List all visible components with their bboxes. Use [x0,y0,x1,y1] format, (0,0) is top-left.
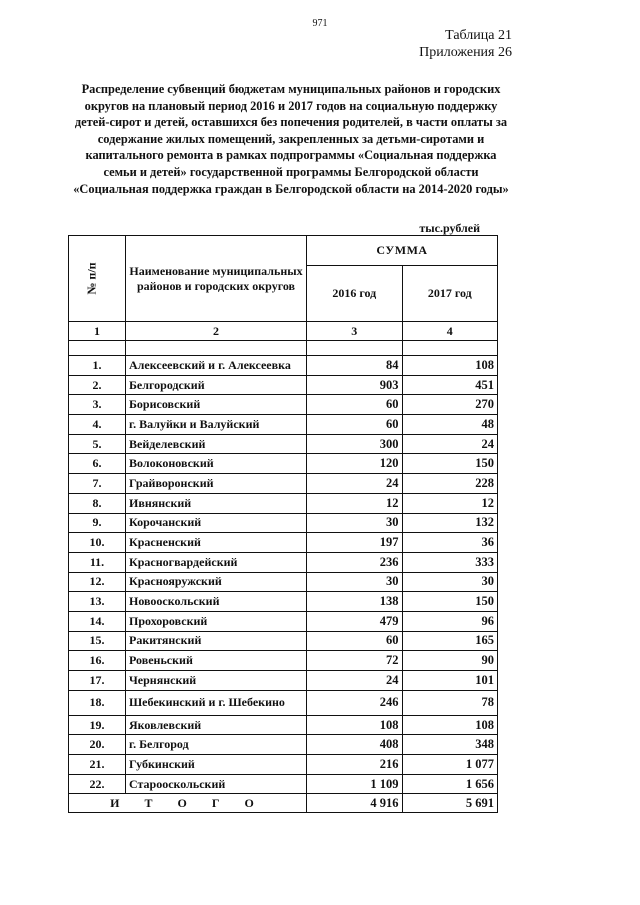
column-index: 1 [69,322,126,341]
column-index: 2 [126,322,307,341]
document-title [70,81,512,197]
table-row: 6. Волоконовский 120 150 [69,454,498,474]
table-row: 3. Борисовский 60 270 [69,395,498,415]
column-index: 4 [402,322,498,341]
table-row: 21. Губкинский 216 1 077 [69,755,498,775]
table-row: 7. Грайворонский 24 228 [69,474,498,494]
appendix-number: Приложения 26 [419,45,512,60]
table-row: 14. Прохоровский 479 96 [69,611,498,631]
table-reference [419,27,512,61]
table-row: 20. г. Белгород 408 348 [69,735,498,755]
title-line: детей-сирот и детей, оставшихся без попечения родителей, в части оплаты за [74,115,508,130]
title-line: капитального ремонта в рамках подпрограммы «Социальная поддержка [85,148,497,163]
table-row: 9. Корочанский 30 132 [69,513,498,533]
table-row: 12. Краснояружский 30 30 [69,572,498,592]
column-header-number: № п/п [69,236,126,322]
table-row: 22. Старооскольский 1 109 1 656 [69,774,498,794]
page-number: 971 [312,18,328,29]
title-line: содержание жилых помещений, закрепленных за детьми-сиротами и [97,131,485,146]
total-2017: 5 691 [402,794,498,813]
table-row: 1. Алексеевский и г. Алексеевка 84 108 [69,356,498,376]
column-header-sum: СУММА [307,236,498,266]
title-line: округов на плановый период 2016 и 2017 годов на социальную поддержку [84,98,498,113]
table-row: 4. г. Валуйки и Валуйский 60 48 [69,415,498,435]
table-number: Таблица 21 [445,28,512,43]
column-header-2017: 2017 год [402,265,498,321]
table-row: 2. Белгородский 903 451 [69,375,498,395]
column-index-row [69,322,498,341]
total-row [69,794,498,813]
title-line: Распределение субвенций бюджетам муниципальных районов и городских [81,82,501,96]
column-header-name: Наименование муниципальных районов и городских округов [126,236,307,322]
table-row: 13. Новооскольский 138 150 [69,592,498,612]
units-label: тыс.рублей [419,221,480,235]
title-line: «Социальная поддержка граждан в Белгородской области на 2014-2020 годы» [73,181,509,196]
table-row: 16. Ровеньский 72 90 [69,651,498,671]
subvention-table [68,235,498,813]
total-2016: 4 916 [307,794,403,813]
title-line: семьи и детей» государственной программы Белгородской области [103,164,479,179]
table-row: 19. Яковлевский 108 108 [69,715,498,735]
total-label: И Т О Г О [69,794,307,813]
table-row: 5. Вейделевский 300 24 [69,434,498,454]
table-row: 10. Красненский 197 36 [69,533,498,553]
table-row: 17. Чернянский 24 101 [69,671,498,691]
table-spacer-row [69,341,498,356]
table-row: 8. Ивнянский 12 12 [69,493,498,513]
column-header-2016: 2016 год [307,265,403,321]
table-row: 11. Красногвардейский 236 333 [69,552,498,572]
column-index: 3 [307,322,403,341]
table-row: 18. Шебекинский и г. Шебекино 246 78 [69,690,498,715]
table-row: 15. Ракитянский 60 165 [69,631,498,651]
